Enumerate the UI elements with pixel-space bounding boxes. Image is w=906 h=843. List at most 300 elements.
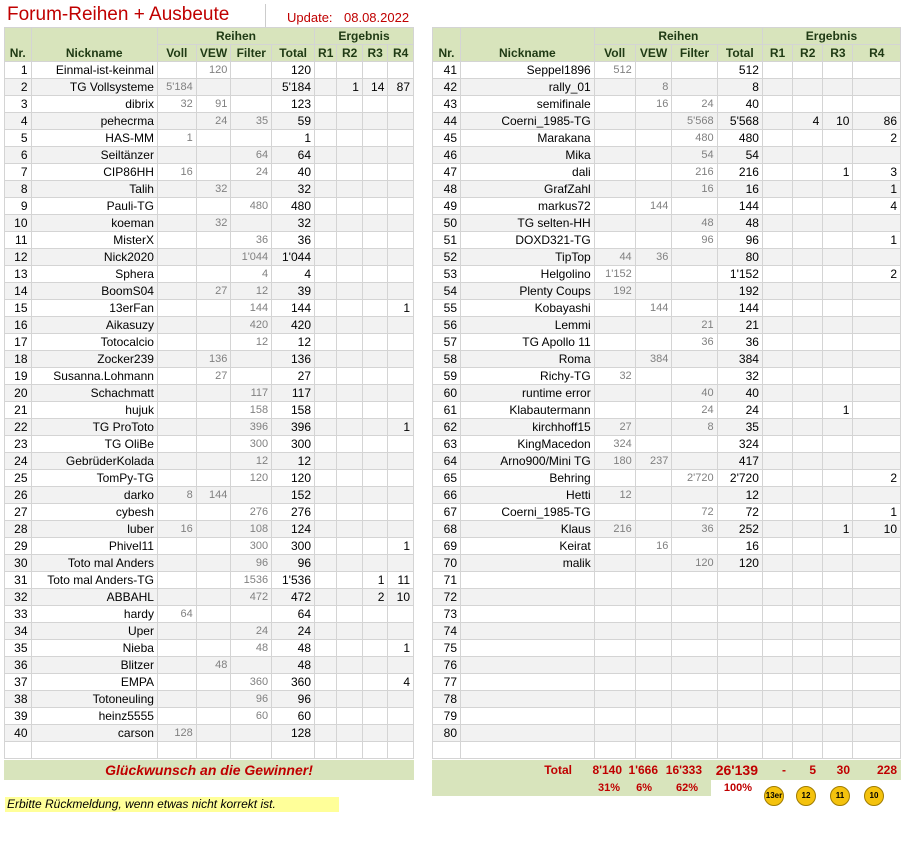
cell-r4: 1 [388, 538, 414, 555]
cell-r2 [793, 198, 823, 215]
cell-r3 [362, 606, 387, 623]
cell-total: 48 [272, 640, 315, 657]
cell-r2 [337, 725, 362, 742]
cell-r2 [337, 640, 362, 657]
cell-r2 [793, 436, 823, 453]
cell-nick: rally_01 [461, 79, 595, 96]
group-ergebnis: Ergebnis [315, 28, 414, 45]
table-row [433, 589, 901, 606]
cell-r3 [823, 334, 853, 351]
cell-r2 [337, 385, 362, 402]
cell-r2 [793, 317, 823, 334]
cell-filter [672, 487, 717, 504]
cell-nr: 56 [433, 317, 461, 334]
cell-nick: Mika [461, 147, 595, 164]
cell-filter [672, 623, 717, 640]
cell-r1 [315, 181, 337, 198]
cell-r2 [793, 164, 823, 181]
cell-nick: KingMacedon [461, 436, 595, 453]
cell-r2 [793, 232, 823, 249]
cell-r3 [362, 164, 387, 181]
cell-total: 21 [717, 317, 762, 334]
cell-vew [635, 487, 672, 504]
cell-r3: 2 [362, 589, 387, 606]
cell-nr: 29 [5, 538, 32, 555]
cell-nick: Hetti [461, 487, 595, 504]
cell-r3 [362, 402, 387, 419]
cell-vew [196, 419, 231, 436]
cell-nick: dali [461, 164, 595, 181]
col-r2: R2 [337, 45, 362, 62]
cell-r3: 1 [823, 521, 853, 538]
cell-r1 [315, 504, 337, 521]
cell-r3 [362, 130, 387, 147]
cell-voll [594, 79, 635, 96]
cell-nick: CIP86HH [31, 164, 157, 181]
table-row [433, 130, 901, 147]
cell-r3 [823, 232, 853, 249]
cell-r4: 1 [853, 504, 901, 521]
cell-voll: 44 [594, 249, 635, 266]
cell-empty [594, 742, 635, 759]
cell-vew: 8 [635, 79, 672, 96]
cell-empty [31, 742, 157, 759]
cell-filter [672, 589, 717, 606]
cell-r4 [853, 249, 901, 266]
total-filter: 16'333 [665, 763, 702, 777]
cell-nr: 40 [5, 725, 32, 742]
cell-voll [157, 538, 196, 555]
cell-r2 [793, 300, 823, 317]
cell-r1 [762, 181, 792, 198]
cell-vew: 144 [196, 487, 231, 504]
cell-voll [157, 181, 196, 198]
cell-r2 [793, 215, 823, 232]
cell-r1 [762, 283, 792, 300]
cell-r3 [823, 317, 853, 334]
cell-nick: markus72 [461, 198, 595, 215]
cell-r3 [362, 623, 387, 640]
cell-vew: 48 [196, 657, 231, 674]
cell-total: 36 [272, 232, 315, 249]
cell-voll [157, 317, 196, 334]
cell-r3 [823, 589, 853, 606]
cell-r4 [853, 538, 901, 555]
cell-total: 16 [717, 538, 762, 555]
cell-nick: Richy-TG [461, 368, 595, 385]
cell-r3 [823, 691, 853, 708]
cell-r4 [853, 589, 901, 606]
cell-nr: 5 [5, 130, 32, 147]
cell-vew [635, 436, 672, 453]
cell-vew [635, 215, 672, 232]
cell-total: 512 [717, 62, 762, 79]
cell-filter: 24 [231, 164, 272, 181]
cell-r2 [337, 62, 362, 79]
cell-nr: 18 [5, 351, 32, 368]
cell-r4 [853, 419, 901, 436]
cell-nr: 17 [5, 334, 32, 351]
cell-r2 [337, 130, 362, 147]
cell-total: 36 [717, 334, 762, 351]
cell-total: 300 [272, 436, 315, 453]
cell-filter: 472 [231, 589, 272, 606]
cell-r1 [315, 300, 337, 317]
cell-nick: Susanna.Lohmann [31, 368, 157, 385]
cell-total: 60 [272, 708, 315, 725]
table-row [5, 538, 414, 555]
table-row [433, 368, 901, 385]
table-row [5, 249, 414, 266]
cell-nr: 11 [5, 232, 32, 249]
medal-11-icon: 11 [830, 786, 850, 806]
cell-r3 [823, 470, 853, 487]
cell-total: 72 [717, 504, 762, 521]
table-row [433, 572, 901, 589]
cell-r3: 14 [362, 79, 387, 96]
cell-r1 [762, 232, 792, 249]
cell-voll [157, 300, 196, 317]
cell-voll [157, 640, 196, 657]
cell-voll [594, 164, 635, 181]
cell-voll: 8 [157, 487, 196, 504]
cell-nr: 46 [433, 147, 461, 164]
cell-nick: Keirat [461, 538, 595, 555]
cell-r1 [762, 572, 792, 589]
cell-vew [196, 691, 231, 708]
table-row [433, 453, 901, 470]
cell-r3 [823, 62, 853, 79]
cell-total: 396 [272, 419, 315, 436]
cell-filter: 16 [672, 181, 717, 198]
cell-voll [157, 419, 196, 436]
cell-r2: 4 [793, 113, 823, 130]
cell-r4 [388, 470, 414, 487]
cell-voll [157, 470, 196, 487]
cell-nick: 13erFan [31, 300, 157, 317]
cell-nr: 60 [433, 385, 461, 402]
cell-total: 1'152 [717, 266, 762, 283]
cell-filter: 396 [231, 419, 272, 436]
cell-r3 [823, 249, 853, 266]
cell-filter: 360 [231, 674, 272, 691]
cell-nick: Roma [461, 351, 595, 368]
cell-vew [196, 555, 231, 572]
cell-total: 96 [272, 555, 315, 572]
cell-r2 [793, 674, 823, 691]
cell-r3 [362, 555, 387, 572]
cell-nick: BoomS04 [31, 283, 157, 300]
cell-nr: 10 [5, 215, 32, 232]
table-row [5, 402, 414, 419]
cell-nick: TG Apollo 11 [461, 334, 595, 351]
cell-voll [594, 555, 635, 572]
cell-filter [672, 657, 717, 674]
table-row [433, 487, 901, 504]
cell-nr: 13 [5, 266, 32, 283]
table-row [433, 555, 901, 572]
cell-filter: 72 [672, 504, 717, 521]
table-row [433, 334, 901, 351]
cell-r1 [315, 725, 337, 742]
cell-filter: 24 [231, 623, 272, 640]
cell-nick: Einmal-ist-keinmal [31, 62, 157, 79]
table-row [5, 436, 414, 453]
cell-nr: 8 [5, 181, 32, 198]
table-row [5, 232, 414, 249]
cell-r1 [762, 62, 792, 79]
cell-voll [157, 402, 196, 419]
cell-nick: semifinale [461, 96, 595, 113]
cell-r3 [823, 657, 853, 674]
update-label: Update: [287, 10, 333, 25]
cell-r1 [762, 453, 792, 470]
cell-nick: Sphera [31, 266, 157, 283]
cell-voll [594, 96, 635, 113]
cell-vew [635, 674, 672, 691]
cell-voll [594, 351, 635, 368]
cell-total: 128 [272, 725, 315, 742]
cell-r2 [793, 691, 823, 708]
cell-vew [196, 198, 231, 215]
cell-r2 [337, 436, 362, 453]
cell-r1 [315, 708, 337, 725]
medal-13er-icon: 13er [764, 786, 784, 806]
cell-r1 [315, 555, 337, 572]
cell-filter: 36 [231, 232, 272, 249]
cell-nick [461, 572, 595, 589]
cell-r2 [337, 691, 362, 708]
cell-r4: 4 [388, 674, 414, 691]
cell-r4 [388, 283, 414, 300]
cell-nr: 20 [5, 385, 32, 402]
cell-total: 59 [272, 113, 315, 130]
cell-filter: 12 [231, 334, 272, 351]
feedback-note: Erbitte Rückmeldung, wenn etwas nicht korrekt ist. [5, 797, 339, 812]
cell-r2 [793, 521, 823, 538]
cell-total: 16 [717, 181, 762, 198]
cell-r1 [315, 402, 337, 419]
cell-nick: GrafZahl [461, 181, 595, 198]
cell-r2 [793, 402, 823, 419]
cell-voll [157, 215, 196, 232]
cell-empty [272, 742, 315, 759]
cell-voll: 16 [157, 521, 196, 538]
cell-voll [594, 640, 635, 657]
cell-filter: 8 [672, 419, 717, 436]
cell-r3 [362, 385, 387, 402]
cell-r2 [337, 623, 362, 640]
cell-r4 [388, 62, 414, 79]
cell-total: 4 [272, 266, 315, 283]
cell-r2 [337, 521, 362, 538]
cell-voll [594, 504, 635, 521]
cell-r3 [362, 504, 387, 521]
cell-vew [196, 249, 231, 266]
cell-vew: 384 [635, 351, 672, 368]
cell-empty [823, 742, 853, 759]
cell-voll [157, 334, 196, 351]
cell-r4 [388, 334, 414, 351]
cell-r4: 10 [388, 589, 414, 606]
cell-total [717, 708, 762, 725]
table-row [5, 215, 414, 232]
cell-r1 [762, 538, 792, 555]
cell-r1 [762, 521, 792, 538]
cell-r2 [793, 606, 823, 623]
table-row [433, 674, 901, 691]
table-row [5, 470, 414, 487]
cell-nr: 66 [433, 487, 461, 504]
cell-r3 [823, 300, 853, 317]
cell-voll: 12 [594, 487, 635, 504]
cell-voll [594, 725, 635, 742]
cell-r3 [823, 436, 853, 453]
cell-nick [461, 589, 595, 606]
table-row [5, 453, 414, 470]
cell-voll [594, 385, 635, 402]
cell-r2 [793, 283, 823, 300]
cell-voll [594, 300, 635, 317]
cell-total: 96 [717, 232, 762, 249]
cell-nick: Helgolino [461, 266, 595, 283]
cell-nr: 43 [433, 96, 461, 113]
cell-r1 [315, 232, 337, 249]
update-date: 08.08.2022 [344, 10, 410, 25]
cell-total: 324 [717, 436, 762, 453]
group-reihen: Reihen [594, 28, 762, 45]
cell-r2 [337, 657, 362, 674]
cell-nick: Toto mal Anders-TG [31, 572, 157, 589]
table-row [5, 317, 414, 334]
cell-vew: 16 [635, 538, 672, 555]
table-row [5, 130, 414, 147]
cell-nick: ABBAHL [31, 589, 157, 606]
cell-voll: 32 [594, 368, 635, 385]
cell-r2 [337, 402, 362, 419]
cell-total: 5'568 [717, 113, 762, 130]
cell-vew: 16 [635, 96, 672, 113]
table-row [5, 79, 414, 96]
cell-r3 [823, 623, 853, 640]
pct-filter: 62% [675, 782, 698, 794]
cell-nr: 80 [433, 725, 461, 742]
cell-r3 [362, 215, 387, 232]
cell-r1 [315, 657, 337, 674]
table-row [5, 555, 414, 572]
cell-r2 [337, 351, 362, 368]
cell-vew [635, 419, 672, 436]
cell-total [717, 640, 762, 657]
cell-r1 [762, 606, 792, 623]
cell-r3 [823, 555, 853, 572]
cell-filter [231, 62, 272, 79]
cell-r2 [793, 708, 823, 725]
cell-nr: 64 [433, 453, 461, 470]
cell-nick: hardy [31, 606, 157, 623]
cell-r2 [337, 606, 362, 623]
cell-r4 [853, 725, 901, 742]
cell-voll [157, 504, 196, 521]
cell-nr: 23 [5, 436, 32, 453]
cell-filter [672, 266, 717, 283]
table-row [433, 96, 901, 113]
cell-nr: 42 [433, 79, 461, 96]
cell-nr: 24 [5, 453, 32, 470]
cell-nick: heinz5555 [31, 708, 157, 725]
cell-nick: Lemmi [461, 317, 595, 334]
col-voll: Voll [157, 45, 196, 62]
cell-r3 [823, 215, 853, 232]
cell-vew [196, 504, 231, 521]
cell-r2 [793, 334, 823, 351]
cell-vew [196, 164, 231, 181]
cell-voll [157, 266, 196, 283]
cell-vew [196, 589, 231, 606]
cell-vew [635, 691, 672, 708]
table-row [433, 317, 901, 334]
table-row [5, 725, 414, 742]
cell-total: 1 [272, 130, 315, 147]
col-vew: VEW [196, 45, 231, 62]
cell-r3: 1 [823, 402, 853, 419]
percent-bar [432, 780, 752, 796]
cell-r3 [362, 181, 387, 198]
medal-12-icon: 12 [796, 786, 816, 806]
cell-r1 [315, 640, 337, 657]
cell-r2: 1 [337, 79, 362, 96]
cell-voll [157, 351, 196, 368]
cell-filter [672, 708, 717, 725]
cell-nr: 7 [5, 164, 32, 181]
cell-nr: 26 [5, 487, 32, 504]
cell-r3 [823, 266, 853, 283]
cell-r2 [793, 62, 823, 79]
cell-nr: 76 [433, 657, 461, 674]
cell-r1 [762, 691, 792, 708]
cell-nr: 44 [433, 113, 461, 130]
cell-empty [388, 742, 414, 759]
cell-vew [196, 623, 231, 640]
cell-filter [672, 283, 717, 300]
cell-r3 [362, 334, 387, 351]
cell-empty [635, 742, 672, 759]
cell-voll [157, 385, 196, 402]
cell-r2 [337, 538, 362, 555]
table-row [433, 113, 901, 130]
cell-r4 [388, 96, 414, 113]
cell-r3 [362, 453, 387, 470]
col-filter: Filter [672, 45, 717, 62]
cell-filter: 108 [231, 521, 272, 538]
totals-bar [432, 760, 901, 780]
cell-r2 [793, 249, 823, 266]
cell-r4: 11 [388, 572, 414, 589]
cell-nr: 4 [5, 113, 32, 130]
cell-total: 12 [717, 487, 762, 504]
cell-r4 [853, 215, 901, 232]
cell-vew: 144 [635, 300, 672, 317]
cell-nr: 35 [5, 640, 32, 657]
cell-total: 120 [272, 62, 315, 79]
table-row [5, 198, 414, 215]
cell-nick: Talih [31, 181, 157, 198]
table-row [5, 266, 414, 283]
cell-r1 [315, 62, 337, 79]
cell-vew [635, 606, 672, 623]
cell-nr: 75 [433, 640, 461, 657]
cell-voll: 324 [594, 436, 635, 453]
